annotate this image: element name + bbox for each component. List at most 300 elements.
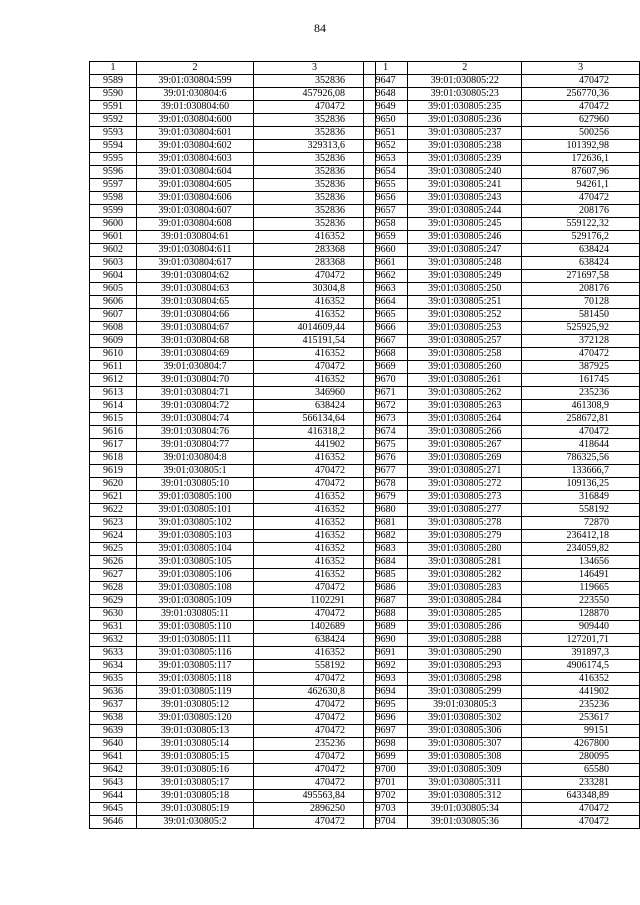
value-cell: 470472 [254,582,376,595]
row-number-cell: 9658 [364,218,408,231]
cadastral-number-cell: 39:01:030804:6 [137,88,254,101]
table-row [364,712,640,725]
value-cell: 235236 [522,387,640,400]
table-row [364,452,640,465]
row-number-cell: 9610 [90,348,137,361]
table-row [90,595,376,608]
cadastral-number-cell: 39:01:030805:106 [137,569,254,582]
value-cell: 559122,32 [522,218,640,231]
value-cell: 133666,7 [522,465,640,478]
value-cell: 236412,18 [522,530,640,543]
table-row [90,179,376,192]
table-row [90,517,376,530]
table-row [90,478,376,491]
row-number-cell: 9628 [90,582,137,595]
value-cell: 470472 [254,725,376,738]
cadastral-number-cell: 39:01:030805:100 [137,491,254,504]
cadastral-number-cell: 39:01:030804:603 [137,153,254,166]
table-row [364,387,640,400]
value-cell: 470472 [522,101,640,114]
value-cell: 470472 [522,816,640,829]
value-cell: 346960 [254,387,376,400]
value-cell: 643348,89 [522,790,640,803]
cadastral-number-cell: 39:01:030804:60 [137,101,254,114]
row-number-cell: 9635 [90,673,137,686]
value-cell: 72870 [522,517,640,530]
value-cell: 566134,64 [254,413,376,426]
value-cell: 441902 [254,439,376,452]
row-number-cell: 9656 [364,192,408,205]
table-row [90,608,376,621]
row-number-cell: 9591 [90,101,137,114]
value-cell: 352836 [254,218,376,231]
value-cell: 233281 [522,777,640,790]
row-number-cell: 9598 [90,192,137,205]
cadastral-number-cell: 39:01:030805:1 [137,465,254,478]
header-col-1: 1 [364,62,408,75]
table-row [90,634,376,647]
cadastral-number-cell: 39:01:030805:308 [408,751,522,764]
row-number-cell: 9644 [90,790,137,803]
value-cell: 638424 [522,244,640,257]
table-row [90,348,376,361]
value-cell: 352836 [254,75,376,88]
table-row [364,777,640,790]
value-cell: 500256 [522,127,640,140]
cadastral-number-cell: 39:01:030805:240 [408,166,522,179]
value-cell: 4014609,44 [254,322,376,335]
row-number-cell: 9669 [364,361,408,374]
table-row [364,621,640,634]
value-cell: 525925,92 [522,322,640,335]
table-row [364,166,640,179]
value-cell: 416352 [254,556,376,569]
table-row [364,400,640,413]
value-cell: 416352 [254,491,376,504]
table-row [364,751,640,764]
row-number-cell: 9701 [364,777,408,790]
table-row [90,777,376,790]
table-row [90,738,376,751]
cadastral-number-cell: 39:01:030804:606 [137,192,254,205]
cadastral-number-cell: 39:01:030805:272 [408,478,522,491]
value-cell: 909440 [522,621,640,634]
cadastral-number-cell: 39:01:030805:269 [408,452,522,465]
value-cell: 134656 [522,556,640,569]
table-row [90,127,376,140]
cadastral-number-cell: 39:01:030805:280 [408,543,522,556]
cadastral-number-cell: 39:01:030805:252 [408,309,522,322]
row-number-cell: 9594 [90,140,137,153]
row-number-cell: 9641 [90,751,137,764]
row-number-cell: 9655 [364,179,408,192]
row-number-cell: 9612 [90,374,137,387]
cadastral-number-cell: 39:01:030804:71 [137,387,254,400]
cadastral-number-cell: 39:01:030804:8 [137,452,254,465]
header-col-1: 1 [90,62,137,75]
value-cell: 416352 [254,504,376,517]
cadastral-number-cell: 39:01:030805:13 [137,725,254,738]
value-cell: 119665 [522,582,640,595]
row-number-cell: 9668 [364,348,408,361]
row-number-cell: 9630 [90,608,137,621]
row-number-cell: 9632 [90,634,137,647]
row-number-cell: 9627 [90,569,137,582]
row-number-cell: 9653 [364,153,408,166]
row-number-cell: 9597 [90,179,137,192]
table-row [90,530,376,543]
row-number-cell: 9621 [90,491,137,504]
value-cell: 416352 [254,517,376,530]
value-cell: 416352 [254,452,376,465]
table-row [90,218,376,231]
table-row [90,114,376,127]
value-cell: 558192 [254,660,376,673]
table-row [364,465,640,478]
row-number-cell: 9704 [364,816,408,829]
table-row [90,413,376,426]
header-col-2: 2 [408,62,522,75]
table-row [90,699,376,712]
table-row [90,543,376,556]
table-row [364,556,640,569]
cadastral-number-cell: 39:01:030805:249 [408,270,522,283]
cadastral-number-cell: 39:01:030804:601 [137,127,254,140]
value-cell: 416352 [522,673,640,686]
value-cell: 462630,8 [254,686,376,699]
row-number-cell: 9699 [364,751,408,764]
row-number-cell: 9648 [364,88,408,101]
table-row [90,400,376,413]
table-row [90,491,376,504]
row-number-cell: 9607 [90,309,137,322]
value-cell: 101392,98 [522,140,640,153]
table-row [90,231,376,244]
table-row [364,686,640,699]
row-number-cell: 9622 [90,504,137,517]
cadastral-number-cell: 39:01:030805:278 [408,517,522,530]
cadastral-number-cell: 39:01:030805:119 [137,686,254,699]
cadastral-number-cell: 39:01:030805:3 [408,699,522,712]
value-cell: 470472 [254,699,376,712]
cadastral-number-cell: 39:01:030805:19 [137,803,254,816]
row-number-cell: 9603 [90,257,137,270]
cadastral-number-cell: 39:01:030805:264 [408,413,522,426]
value-cell: 638424 [254,400,376,413]
value-cell: 470472 [522,192,640,205]
table-row [90,374,376,387]
table-row [364,699,640,712]
table-row [90,439,376,452]
cadastral-number-cell: 39:01:030804:68 [137,335,254,348]
row-number-cell: 9633 [90,647,137,660]
value-cell: 470472 [254,361,376,374]
table-row [364,608,640,621]
row-number-cell: 9665 [364,309,408,322]
cadastral-number-cell: 39:01:030805:260 [408,361,522,374]
table-row [364,140,640,153]
row-number-cell: 9613 [90,387,137,400]
table-row [364,582,640,595]
table-row [90,647,376,660]
cadastral-number-cell: 39:01:030805:103 [137,530,254,543]
cadastral-number-cell: 39:01:030804:70 [137,374,254,387]
row-number-cell: 9660 [364,244,408,257]
cadastral-number-cell: 39:01:030805:22 [408,75,522,88]
table-row [364,205,640,218]
table-row [364,660,640,673]
row-number-cell: 9614 [90,400,137,413]
row-number-cell: 9604 [90,270,137,283]
table-row [90,764,376,777]
row-number-cell: 9696 [364,712,408,725]
row-number-cell: 9683 [364,543,408,556]
table-row [364,816,640,829]
value-cell: 352836 [254,127,376,140]
table-row [90,426,376,439]
row-number-cell: 9645 [90,803,137,816]
table-row [364,192,640,205]
value-cell: 161745 [522,374,640,387]
value-cell: 416352 [254,530,376,543]
row-number-cell: 9694 [364,686,408,699]
value-cell: 283368 [254,257,376,270]
cadastral-number-cell: 39:01:030805:248 [408,257,522,270]
cadastral-number-cell: 39:01:030805:257 [408,335,522,348]
table-row [364,738,640,751]
cadastral-number-cell: 39:01:030805:277 [408,504,522,517]
value-cell: 391897,3 [522,647,640,660]
cadastral-number-cell: 39:01:030804:66 [137,309,254,322]
row-number-cell: 9703 [364,803,408,816]
value-cell: 415191,54 [254,335,376,348]
cadastral-number-cell: 39:01:030805:302 [408,712,522,725]
cadastral-number-cell: 39:01:030805:279 [408,530,522,543]
table-row [364,218,640,231]
cadastral-number-cell: 39:01:030804:62 [137,270,254,283]
table-row [90,192,376,205]
row-number-cell: 9679 [364,491,408,504]
row-number-cell: 9697 [364,725,408,738]
cadastral-number-cell: 39:01:030805:101 [137,504,254,517]
row-number-cell: 9636 [90,686,137,699]
row-number-cell: 9681 [364,517,408,530]
row-number-cell: 9667 [364,335,408,348]
row-number-cell: 9664 [364,296,408,309]
cadastral-number-cell: 39:01:030804:599 [137,75,254,88]
table-body-right [364,75,640,829]
table-row [90,101,376,114]
value-cell: 128870 [522,608,640,621]
value-cell: 470472 [254,764,376,777]
value-cell: 627960 [522,114,640,127]
row-number-cell: 9676 [364,452,408,465]
cadastral-number-cell: 39:01:030805:16 [137,764,254,777]
row-number-cell: 9651 [364,127,408,140]
table-row [364,283,640,296]
row-number-cell: 9686 [364,582,408,595]
cadastral-number-cell: 39:01:030805:15 [137,751,254,764]
value-cell: 416318,2 [254,426,376,439]
row-number-cell: 9590 [90,88,137,101]
row-number-cell: 9617 [90,439,137,452]
cadastral-number-cell: 39:01:030805:102 [137,517,254,530]
table-row [364,374,640,387]
table-row [90,361,376,374]
table-row [364,270,640,283]
table-row [90,270,376,283]
value-cell: 329313,6 [254,140,376,153]
row-number-cell: 9631 [90,621,137,634]
cadastral-number-cell: 39:01:030805:246 [408,231,522,244]
row-number-cell: 9692 [364,660,408,673]
row-number-cell: 9642 [90,764,137,777]
cadastral-number-cell: 39:01:030805:18 [137,790,254,803]
row-number-cell: 9600 [90,218,137,231]
row-number-cell: 9601 [90,231,137,244]
value-cell: 208176 [522,283,640,296]
table-row [364,595,640,608]
value-cell: 416352 [254,543,376,556]
value-cell: 70128 [522,296,640,309]
value-cell: 470472 [522,75,640,88]
row-number-cell: 9663 [364,283,408,296]
table-row [364,803,640,816]
table-row [90,309,376,322]
cadastral-number-cell: 39:01:030805:118 [137,673,254,686]
table-row [90,387,376,400]
cadastral-number-cell: 39:01:030804:607 [137,205,254,218]
cadastral-number-cell: 39:01:030805:120 [137,712,254,725]
row-number-cell: 9596 [90,166,137,179]
table-row [364,530,640,543]
table-row [364,309,640,322]
table-row [364,231,640,244]
row-number-cell: 9616 [90,426,137,439]
value-cell: 234059,82 [522,543,640,556]
cadastral-number-cell: 39:01:030805:237 [408,127,522,140]
row-number-cell: 9609 [90,335,137,348]
row-number-cell: 9623 [90,517,137,530]
row-number-cell: 9662 [364,270,408,283]
cadastral-number-cell: 39:01:030805:17 [137,777,254,790]
table-row [90,88,376,101]
value-cell: 208176 [522,205,640,218]
table-row [90,322,376,335]
row-number-cell: 9606 [90,296,137,309]
data-table-left [89,61,376,829]
table-row [90,153,376,166]
value-cell: 470472 [522,348,640,361]
value-cell: 4267800 [522,738,640,751]
table-row [364,257,640,270]
table-row [90,140,376,153]
table-row [364,88,640,101]
cadastral-number-cell: 39:01:030805:306 [408,725,522,738]
cadastral-number-cell: 39:01:030805:285 [408,608,522,621]
table-row [364,725,640,738]
cadastral-number-cell: 39:01:030805:2 [137,816,254,829]
cadastral-number-cell: 39:01:030805:14 [137,738,254,751]
value-cell: 283368 [254,244,376,257]
row-number-cell: 9670 [364,374,408,387]
value-cell: 316849 [522,491,640,504]
cadastral-number-cell: 39:01:030805:243 [408,192,522,205]
row-number-cell: 9698 [364,738,408,751]
cadastral-number-cell: 39:01:030804:69 [137,348,254,361]
cadastral-number-cell: 39:01:030804:602 [137,140,254,153]
table-row [364,504,640,517]
value-cell: 416352 [254,374,376,387]
value-cell: 1402689 [254,621,376,634]
cadastral-number-cell: 39:01:030805:111 [137,634,254,647]
header-col-3: 3 [254,62,376,75]
row-number-cell: 9618 [90,452,137,465]
table-row [90,244,376,257]
row-number-cell: 9654 [364,166,408,179]
row-number-cell: 9611 [90,361,137,374]
table-row [364,413,640,426]
value-cell: 258672,81 [522,413,640,426]
row-number-cell: 9646 [90,816,137,829]
cadastral-number-cell: 39:01:030805:116 [137,647,254,660]
row-number-cell: 9672 [364,400,408,413]
value-cell: 352836 [254,192,376,205]
value-cell: 127201,71 [522,634,640,647]
value-cell: 495563,84 [254,790,376,803]
row-number-cell: 9639 [90,725,137,738]
table-row [90,790,376,803]
table-row [90,673,376,686]
table-row [364,322,640,335]
row-number-cell: 9649 [364,101,408,114]
table-row [90,816,376,829]
table-row [364,244,640,257]
row-number-cell: 9650 [364,114,408,127]
row-number-cell: 9657 [364,205,408,218]
table-row [90,257,376,270]
value-cell: 172636,1 [522,153,640,166]
cadastral-number-cell: 39:01:030805:250 [408,283,522,296]
cadastral-number-cell: 39:01:030804:67 [137,322,254,335]
table-row [90,504,376,517]
table-row [364,543,640,556]
cadastral-number-cell: 39:01:030805:110 [137,621,254,634]
cadastral-number-cell: 39:01:030804:611 [137,244,254,257]
value-cell: 470472 [254,816,376,829]
row-number-cell: 9605 [90,283,137,296]
table-row [364,491,640,504]
cadastral-number-cell: 39:01:030805:238 [408,140,522,153]
row-number-cell: 9620 [90,478,137,491]
row-number-cell: 9643 [90,777,137,790]
value-cell: 352836 [254,205,376,218]
cadastral-number-cell: 39:01:030805:241 [408,179,522,192]
row-number-cell: 9680 [364,504,408,517]
cadastral-number-cell: 39:01:030805:298 [408,673,522,686]
cadastral-number-cell: 39:01:030805:282 [408,569,522,582]
table-row [90,803,376,816]
cadastral-number-cell: 39:01:030804:63 [137,283,254,296]
cadastral-number-cell: 39:01:030804:61 [137,231,254,244]
table-row [90,569,376,582]
table-row [364,127,640,140]
cadastral-number-cell: 39:01:030805:281 [408,556,522,569]
cadastral-number-cell: 39:01:030805:251 [408,296,522,309]
cadastral-number-cell: 39:01:030804:7 [137,361,254,374]
row-number-cell: 9593 [90,127,137,140]
value-cell: 441902 [522,686,640,699]
